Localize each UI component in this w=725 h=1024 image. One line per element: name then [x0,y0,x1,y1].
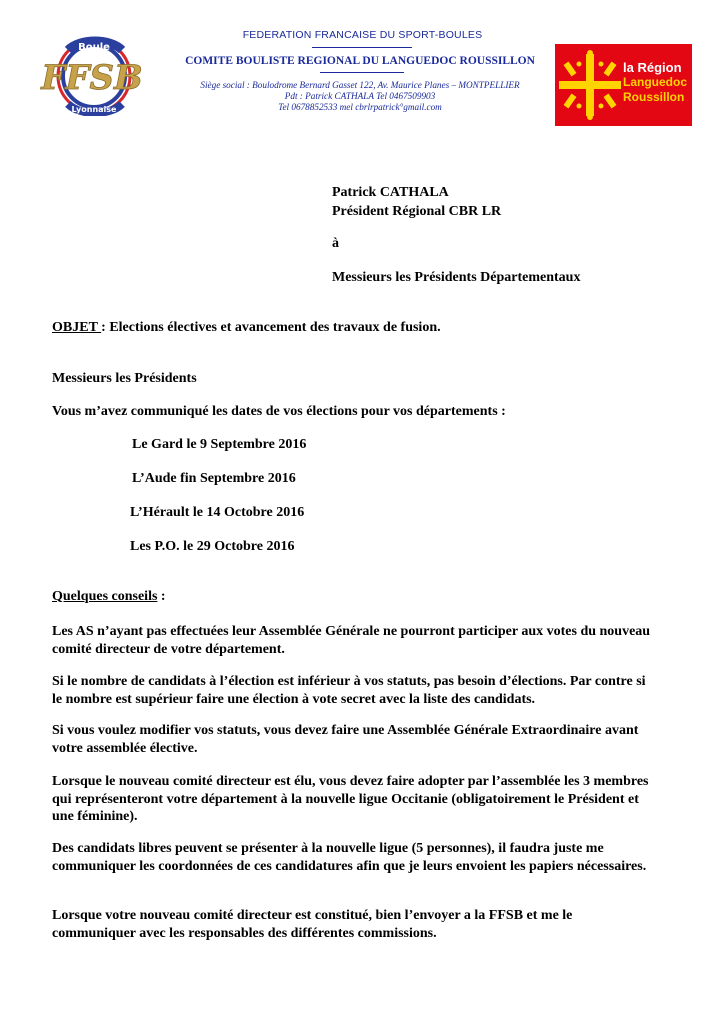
region-label-1: la Région [623,60,682,75]
conseil-paragraph: Si vous voulez modifier vos statuts, vous devez faire une Assemblée Générale Extraordinaire avant votre assemblée élective. [52,723,639,756]
region-label-2: Languedoc [623,75,688,89]
date-item: Le Gard le 9 Septembre 2016 [132,437,307,452]
date-item: L’Hérault le 14 Octobre 2016 [130,505,305,520]
region-label-3: Roussillon [623,90,685,104]
recipients: Messieurs les Présidents Départementaux [332,270,581,285]
contact-line: Tel 0678852533 mel cbrlrpatrick°gmail.com [278,102,442,112]
conseil-paragraph: Lorsque votre nouveau comité directeur est constitué, bien l’envoyer a la FFSB et me le communiquer avec les responsables des différentes commissions. [52,908,573,941]
date-item: Les P.O. le 29 Octobre 2016 [130,539,295,554]
federation-title: FEDERATION FRANCAISE DU SPORT-BOULES [242,29,483,41]
date-item: L’Aude fin Septembre 2016 [132,471,296,486]
conseils-heading-label: Quelques conseils [52,589,158,604]
sender-title: Président Régional CBR LR [332,204,502,219]
president-phone: Pdt : Patrick CATHALA Tel 0467509903 [284,91,436,101]
siege-address: Siège social : Boulodrome Bernard Gasset 122, Av. Maurice Planes – MONTPELLIER [200,80,520,90]
salutation: Messieurs les Présidents [52,371,197,386]
conseil-paragraph: Si le nombre de candidats à l’élection est inférieur à vos statuts, pas besoin d’élections. Par contre si le nombre est supérieur faire une élection à vote secret avec la liste des candidats. [52,674,646,707]
region-logo [555,44,692,126]
intro-text: Vous m’avez communiqué les dates de vos élections pour vos départements : [52,404,506,419]
conseil-paragraph: Des candidats libres peuvent se présenter à la nouvelle ligue (5 personnes), il faudra juste me communiquer les coordonnées de ces candidatures afin que je leurs envoient les papiers nécessaires. [52,841,647,874]
sender-name: Patrick CATHALA [332,185,449,200]
comite-title: COMITE BOULISTE REGIONAL DU LANGUEDOC ROUSSILLON [185,55,535,67]
conseil-paragraph: Les AS n’ayant pas effectuées leur Assemblée Générale ne pourront participer aux votes du nouveau comité directeur de votre département. [52,624,651,657]
logo-word-top: Boule [78,42,110,53]
conseils-heading-colon: : [157,589,166,604]
objet-text: : Elections électives et avancement des travaux de fusion. [101,320,441,335]
header-divider-bottom [320,72,404,73]
logo-letters: FFSB [41,58,143,98]
conseil-paragraph: Lorsque le nouveau comité directeur est élu, vous devez faire adopter par l’assemblée les 3 membres qui représenteront votre département à la nouvelle ligue Occitanie (obligatoirement le Président et une féminine). [52,774,649,824]
sender-to: à [332,236,339,251]
logo-word-bottom: Lyonnaise [71,105,117,114]
header-divider-top [312,47,412,48]
conseils-heading [52,589,166,605]
ffsb-logo-icon [38,36,146,116]
occitan-cross-icon [559,50,621,120]
objet-label: OBJET [52,320,102,335]
objet-line [52,320,441,336]
